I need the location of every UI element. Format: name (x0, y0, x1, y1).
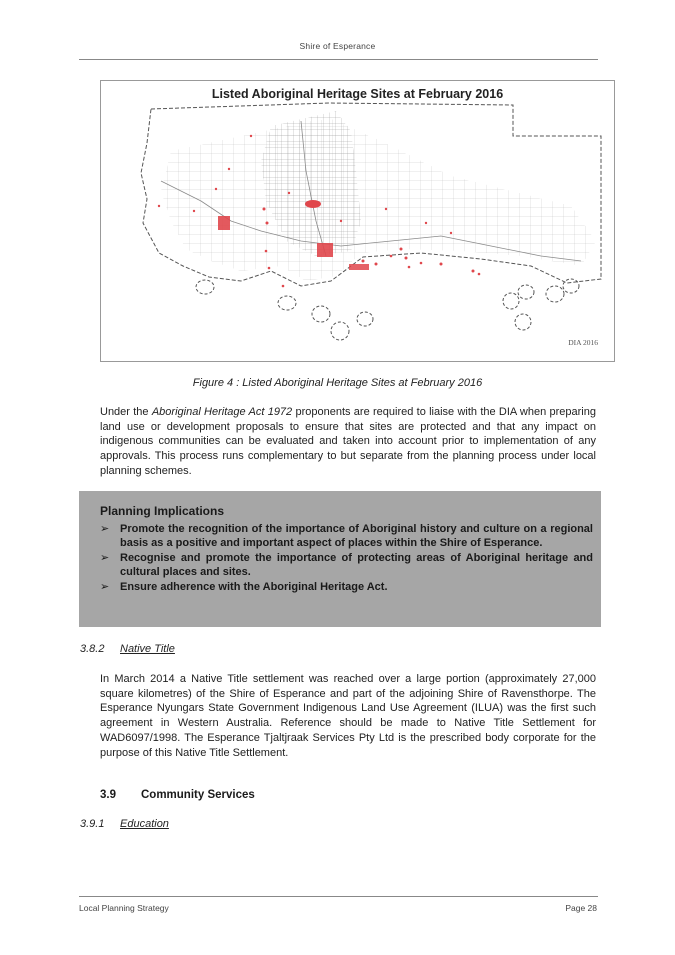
section-number: 3.8.2 (80, 643, 105, 655)
map-credit: DIA 2016 (568, 338, 598, 347)
page-number: Page 28 (565, 903, 597, 913)
intro-after: proponents are required to liaise with the DIA when preparing land use or development proposals to ensure that sites are protected and that any impact on indigenous communities can be evaluated and taken into account prior to implementation of any approvals. This process runs complementary to but separate from the planning process under local planning schemes. (100, 406, 596, 477)
arrow-bullet-icon: ➢ (100, 551, 110, 564)
header-rule (79, 59, 598, 60)
list-item: ➢ Ensure adherence with the Aboriginal Heritage Act. (100, 580, 388, 593)
native-title-paragraph: In March 2014 a Native Title settlement was reached over a large portion (approximately 27,000 square kilometres) of the Shire of Esperance and part of the adjoining Shire of Ravensthorpe. The Esperance Nyungars State Government Indigenous Land Use Agreement (ILUA) was the first such agreement in Western Australia. Reference should be made to Native Title Settlement for WAD6097/1998. The Esperance Tjaltjraak Services Pty Ltd is the prescribed body corporate for the purpose of this Native Title Settlement. (100, 673, 596, 759)
act-name: Aboriginal Heritage Act 1972 (151, 406, 293, 418)
offshore-islands (196, 279, 579, 340)
section-title: Native Title (120, 643, 175, 655)
section-number: 3.9.1 (80, 818, 105, 830)
list-item: ➢ Promote the recognition of the importance of Aboriginal history and culture on a regional basis as a positive and important aspect of places within the Shire of Esperance. (100, 523, 593, 550)
planning-implications-title: Planning Implications (100, 504, 225, 518)
native-title-heading (80, 643, 175, 655)
section-title: Community Services (141, 789, 255, 801)
figure-title: Listed Aboriginal Heritage Sites at February 2016 (211, 87, 504, 101)
section-number: 3.9 (100, 789, 116, 801)
heritage-map-figure (100, 80, 615, 362)
arrow-bullet-icon: ➢ (100, 580, 110, 593)
section-title: Education (120, 818, 169, 830)
road-network (161, 119, 596, 281)
intro-before: Under the (100, 406, 152, 418)
footer-rule (79, 896, 598, 897)
planning-implications-list (100, 522, 593, 594)
planning-implications-box (79, 491, 601, 627)
heritage-map (101, 81, 614, 361)
community-services-heading (100, 789, 255, 801)
list-item: ➢ Recognise and promote the importance of protecting areas of Aboriginal heritage and cultural places and sites. (100, 551, 593, 579)
page-header: Shire of Esperance (299, 41, 376, 51)
footer-document-title: Local Planning Strategy (79, 903, 169, 913)
arrow-bullet-icon: ➢ (100, 523, 110, 535)
figure-caption: Figure 4 : Listed Aboriginal Heritage Sites at February 2016 (192, 377, 483, 389)
education-heading (80, 818, 169, 830)
intro-paragraph (100, 405, 596, 479)
